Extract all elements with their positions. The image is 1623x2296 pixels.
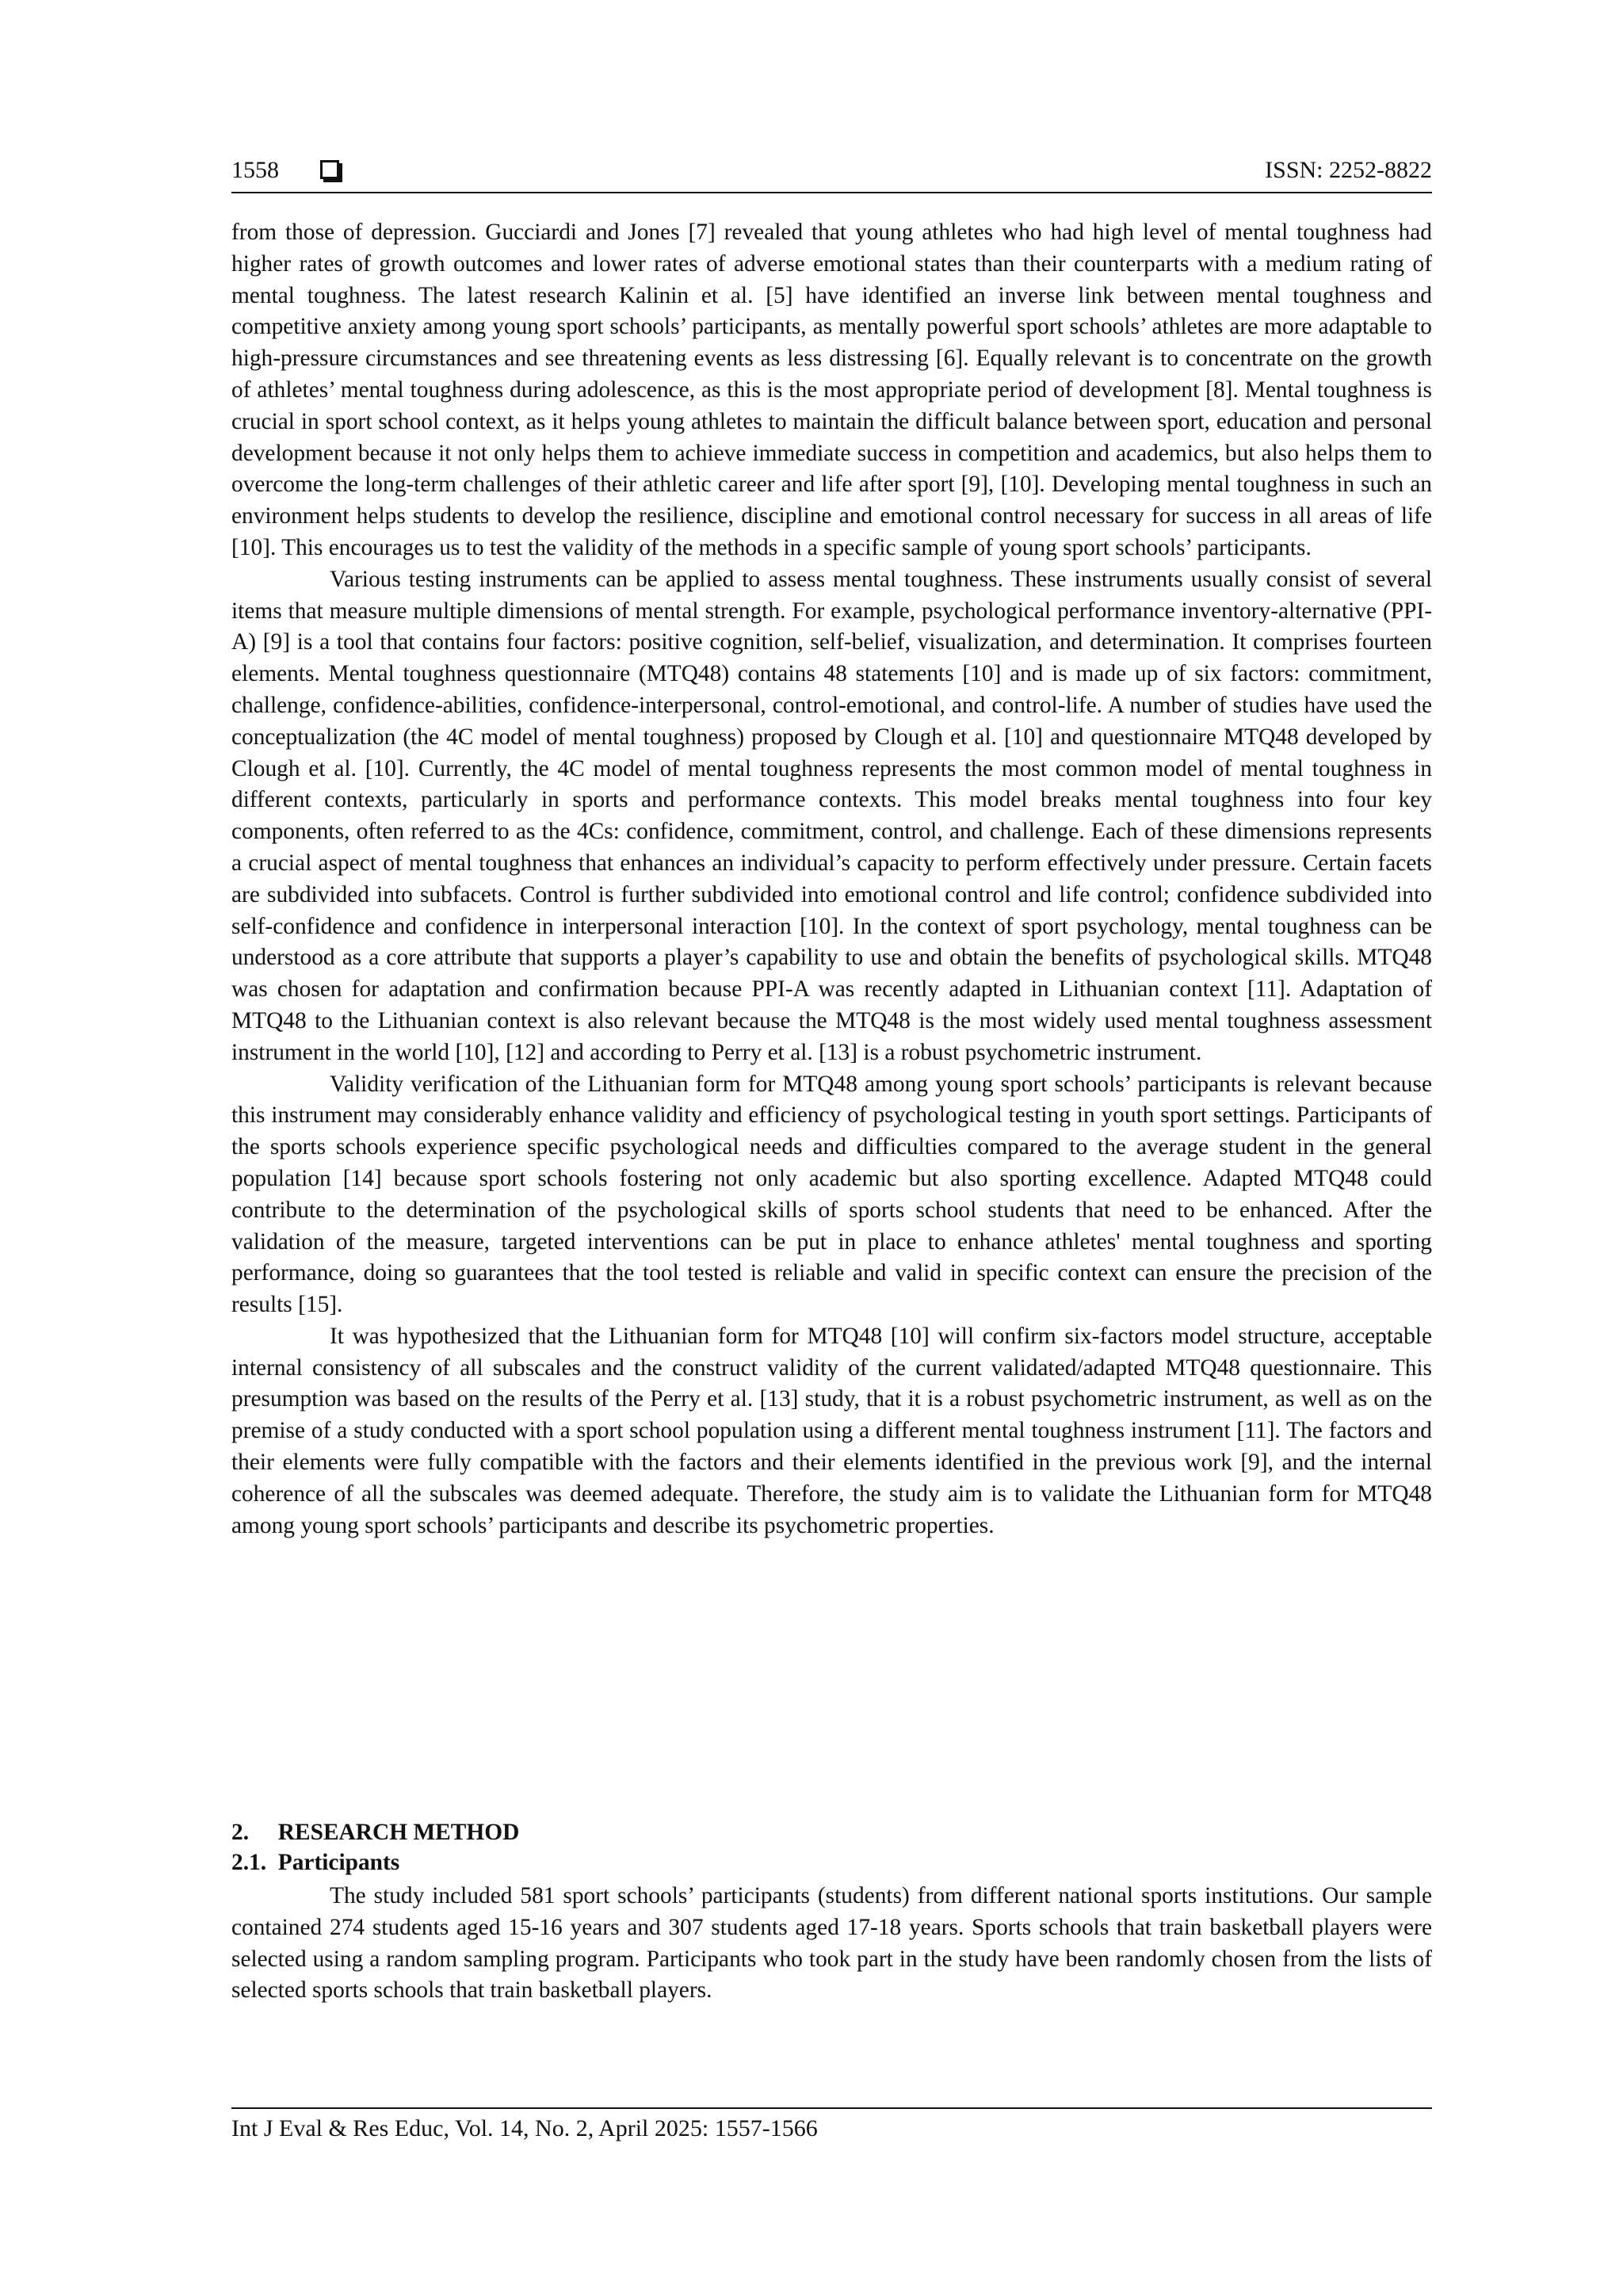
article-body	[231, 217, 1432, 1541]
journal-citation: Int J Eval & Res Educ, Vol. 14, No. 2, April 2025: 1557-1566	[231, 2115, 818, 2141]
paragraph-2: Various testing instruments can be applied to assess mental toughness. These instruments usually consist of several items that measure multiple dimensions of mental strength. For example, psychological performance inventory-alternative (PPI-A) [9] is a tool that contains four factors: positive cognition, self-belief, visualization, and determination. It comprises fourteen elements. Mental toughness questionnaire (MTQ48) contains 48 statements [10] and is made up of six factors: commitment, challenge, confidence-abilities, confidence-interpersonal, control-emotional, and control-life. A number of studies have used the conceptualization (the 4C model of mental toughness) proposed by Clough et al. [10] and questionnaire MTQ48 developed by Clough et al. [10]. Currently, the 4C model of mental toughness represents the most common model of mental toughness in different contexts, particularly in sports and performance contexts. This model breaks mental toughness into four key components, often referred to as the 4Cs: confidence, commitment, control, and challenge. Each of these dimensions represents a crucial aspect of mental toughness that enhances an individual’s capacity to perform effectively under pressure. Certain facets are subdivided into subfacets. Control is further subdivided into emotional control and life control; confidence subdivided into self-confidence and confidence in interpersonal interaction [10]. In the context of sport psychology, mental toughness can be understood as a core attribute that supports a player’s capability to use and obtain the benefits of psychological skills. MTQ48 was chosen for adaptation and confirmation because PPI-A was recently adapted in Lithuanian context [11]. Adaptation of MTQ48 to the Lithuanian context is also relevant because the MTQ48 is the most widely used mental toughness assessment instrument in the world [10], [12] and according to Perry et al. [13] is a robust psychometric instrument.	[231, 566, 1432, 1065]
paragraph-3: Validity verification of the Lithuanian form for MTQ48 among young sport schools’ participants is relevant because this instrument may considerably enhance validity and efficiency of psychological testing in youth sport settings. Participants of the sports schools experience specific psychological needs and difficulties compared to the average student in the general population [14] because sport schools fostering not only academic but also sporting excellence. Adapted MTQ48 could contribute to the determination of the psychological skills of sports school students that need to be enhanced. After the validation of the measure, targeted interventions can be put in place to enhance athletes' mental toughness and sporting performance, doing so guarantees that the tool tested is reliable and valid in specific context can ensure the precision of the results [15].	[231, 1071, 1432, 1318]
issn-label: ISSN: 2252-8822	[1265, 157, 1432, 183]
page-footer	[231, 2107, 1432, 2142]
participants-section	[231, 1881, 1432, 2007]
section-heading: 2. RESEARCH METHOD	[231, 1820, 520, 1845]
paragraph-1: from those of depression. Gucciardi and Jones [7] revealed that young athletes who had high level of mental toughness had higher rates of growth outcomes and lower rates of adverse emotional states than their counterparts with a medium rating of mental toughness. The latest research Kalinin et al. [5] have identified an inverse link between mental toughness and competitive anxiety among young sport schools’ participants, as mentally powerful sport schools’ athletes are more adaptable to high-pressure circumstances and see threatening events as less distressing [6]. Equally relevant is to concentrate on the growth of athletes’ mental toughness during adolescence, as this is the most appropriate period of development [8]. Mental toughness is crucial in sport school context, as it helps young athletes to maintain the difficult balance between sport, education and personal development because it not only helps them to achieve immediate success in competition and academics, but also helps them to overcome the long-term challenges of their athletic career and life after sport [9], [10]. Developing mental toughness in such an environment helps students to develop the resilience, discipline and emotional control necessary for success in all areas of life [10]. This encourages us to test the validity of the methods in a specific sample of young sport schools’ participants.	[231, 220, 1432, 560]
square-bullet-icon	[320, 160, 339, 179]
subsection-heading: 2.1. Participants	[231, 1850, 400, 1875]
page-header	[231, 154, 1432, 193]
participants-paragraph: The study included 581 sport schools’ participants (students) from different national sports institutions. Our sample contained 274 students aged 15-16 years and 307 students aged 17-18 years. Sports schools that train basketball players were selected using a random sampling program. Participants who took part in the study have been randomly chosen from the lists of selected sports schools that train basketball players.	[231, 1883, 1432, 2004]
paragraph-4: It was hypothesized that the Lithuanian form for MTQ48 [10] will confirm six-factors model structure, acceptable internal consistency of all subscales and the construct validity of the current validated/adapted MTQ48 questionnaire. This presumption was based on the results of the Perry et al. [13] study, that it is a robust psychometric instrument, as well as on the premise of a study conducted with a sport school population using a different mental toughness instrument [11]. The factors and their elements were fully compatible with the factors and their elements identified in the previous work [9], and the internal coherence of all the subscales was deemed adequate. Therefore, the study aim is to validate the Lithuanian form for MTQ48 among young sport schools’ participants and describe its psychometric properties.	[231, 1323, 1432, 1538]
page-number: 1558	[231, 157, 279, 183]
